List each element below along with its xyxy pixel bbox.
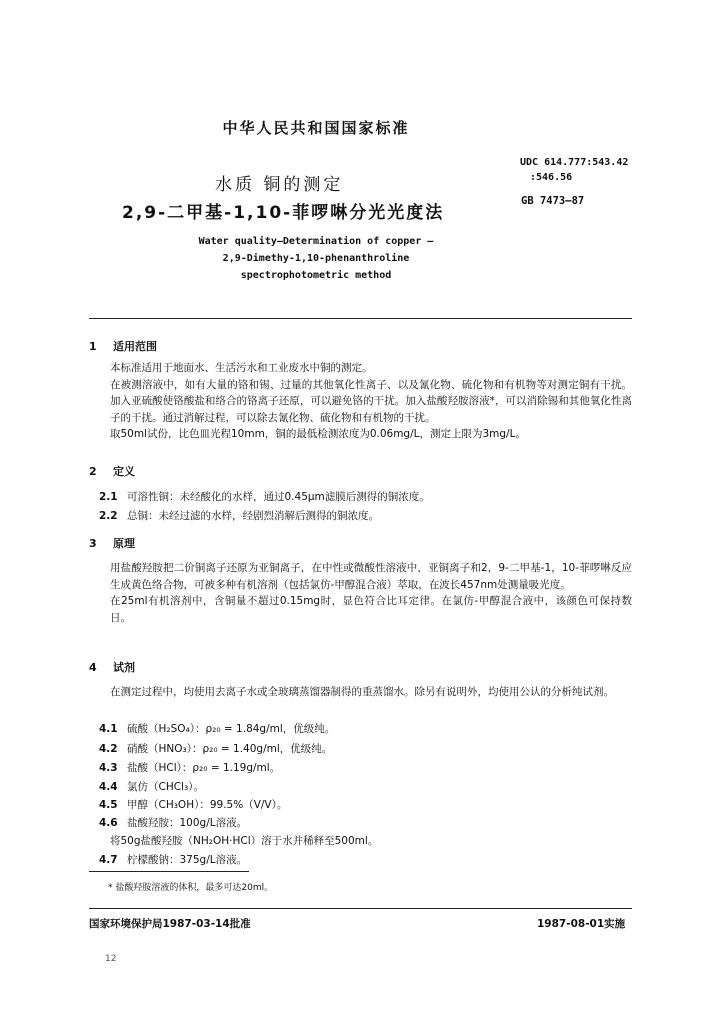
title-cn-line2: 2,9-二甲基-1,10-菲啰啉分光光度法 — [122, 203, 445, 223]
reagent-item — [99, 721, 335, 736]
section-number: 2 — [89, 465, 97, 478]
page-number: 12 — [105, 954, 117, 964]
clause-text: 硝酸（HNO₃）：ρ₂₀ = 1.40g/ml，优级纯。 — [127, 743, 333, 755]
clause-number: 4.5 — [99, 799, 118, 811]
section-title: 适用范围 — [113, 340, 157, 353]
clause-2-1 — [99, 489, 430, 504]
clause-text: 盐酸（HCl）：ρ₂₀ = 1.19g/ml。 — [127, 762, 281, 774]
clause-text: 可溶性铜：未经酸化的水样，通过0.45μm滤膜后测得的铜浓度。 — [127, 491, 430, 503]
issuing-organization: 中华人民共和国国家标准 — [222, 119, 410, 137]
clause-text: 柠檬酸钠：375g/L溶液。 — [127, 854, 248, 866]
title-en-line1: Water quality—Determination of copper — — [198, 236, 434, 247]
clause-number: 2.1 — [99, 491, 118, 503]
approval-date: 国家环境保护局1987-03-14批准 — [89, 918, 251, 930]
section-2-heading — [89, 463, 135, 479]
clause-text: 氯仿（CHCl₃）。 — [127, 781, 204, 793]
section-4-body — [89, 684, 632, 701]
title-cn-line1: 水质 铜的测定 — [215, 175, 344, 195]
clause-text: 总铜：未经过滤的水样，经剧烈消解后测得的铜浓度。 — [127, 510, 379, 522]
section-number: 4 — [89, 661, 97, 674]
footer-divider — [89, 908, 632, 909]
standard-number: GB 7473—87 — [521, 195, 585, 207]
paragraph: 在25ml有机溶剂中，含铜量不超过0.15mg时，显色符合比耳定律。在氯仿-甲醇混合液中，该颜色可保持数日。 — [110, 595, 632, 624]
clause-number: 4.1 — [99, 723, 118, 735]
clause-number: 4.2 — [99, 743, 118, 755]
section-3-body — [89, 560, 632, 626]
clause-number: 4.7 — [99, 854, 118, 866]
paragraph: 取50ml试份，比色皿光程10mm，铜的最低检测浓度为0.06mg/L，测定上限为3mg/L。 — [110, 428, 526, 440]
clause-number: 4.6 — [99, 817, 118, 829]
clause-text: 甲醇（CH₃OH）：99.5%（V/V）。 — [127, 799, 288, 811]
udc-line1: UDC 614.777:543.42 — [520, 157, 629, 168]
section-title: 原理 — [113, 537, 135, 550]
paragraph: 在被测溶液中，如有大量的铬和锡、过量的其他氧化性离子、以及氰化物、硫化物和有机物等对测定铜有干扰。加入亚硫酸使铬酸盐和络合的铬离子还原，可以避免铬的干扰。加入盐酸羟胺溶液*，可以消除锡和其他氧化性离子的干扰。通过消解过程，可以除去氰化物、硫化物和有机物的干扰。 — [110, 378, 632, 424]
reagent-item — [99, 797, 287, 812]
reagent-item-detail: 将50g盐酸羟胺（NH₂OH·HCl）溶于水并稀释至500ml。 — [110, 835, 379, 847]
section-3-heading — [89, 535, 135, 551]
clause-number: 4.4 — [99, 781, 118, 793]
section-1-body — [89, 360, 632, 443]
clause-text: 硫酸（H₂SO₄）：ρ₂₀ = 1.84g/ml，优级纯。 — [127, 723, 336, 735]
section-number: 1 — [89, 340, 97, 353]
reagent-item — [99, 852, 247, 867]
reagent-item — [99, 815, 247, 830]
reagent-item — [99, 760, 280, 775]
clause-number: 4.3 — [99, 762, 118, 774]
section-4-heading — [89, 659, 135, 675]
reagent-item — [99, 741, 332, 756]
clause-number: 2.2 — [99, 510, 118, 522]
section-number: 3 — [89, 537, 97, 550]
paragraph: 本标准适用于地面水、生活污水和工业废水中铜的测定。 — [110, 362, 373, 374]
section-1-heading — [89, 338, 157, 354]
clause-2-2 — [99, 508, 379, 523]
udc-code — [520, 155, 628, 185]
title-en-line3: spectrophotometric method — [240, 270, 392, 281]
udc-line2: :546.56 — [530, 172, 573, 183]
footnote: * 盐酸羟胺溶液的体积，最多可达20ml。 — [108, 883, 274, 893]
section-title: 定义 — [113, 465, 135, 478]
reagent-item — [99, 779, 204, 794]
section-title: 试剂 — [113, 661, 135, 674]
footnote-divider — [89, 871, 249, 872]
paragraph: 用盐酸羟胺把二价铜离子还原为亚铜离子，在中性或微酸性溶液中，亚铜离子和2，9-二甲基-1，10-菲啰啉反应生成黄色络合物，可被多种有机溶剂（包括氯仿-甲醇混合液）萃取，在波长457nm处测量吸光度。 — [110, 562, 632, 591]
paragraph: 在测定过程中，均使用去离子水或全玻璃蒸馏器制得的重蒸馏水。除另有说明外，均使用公认的分析纯试剂。 — [110, 686, 614, 698]
implementation-date: 1987-08-01实施 — [537, 918, 626, 930]
title-en-line2: 2,9-Dimethy-1,10-phenanthroline — [222, 253, 410, 264]
clause-text: 盐酸羟胺：100g/L溶液。 — [127, 817, 248, 829]
top-divider — [89, 318, 632, 319]
